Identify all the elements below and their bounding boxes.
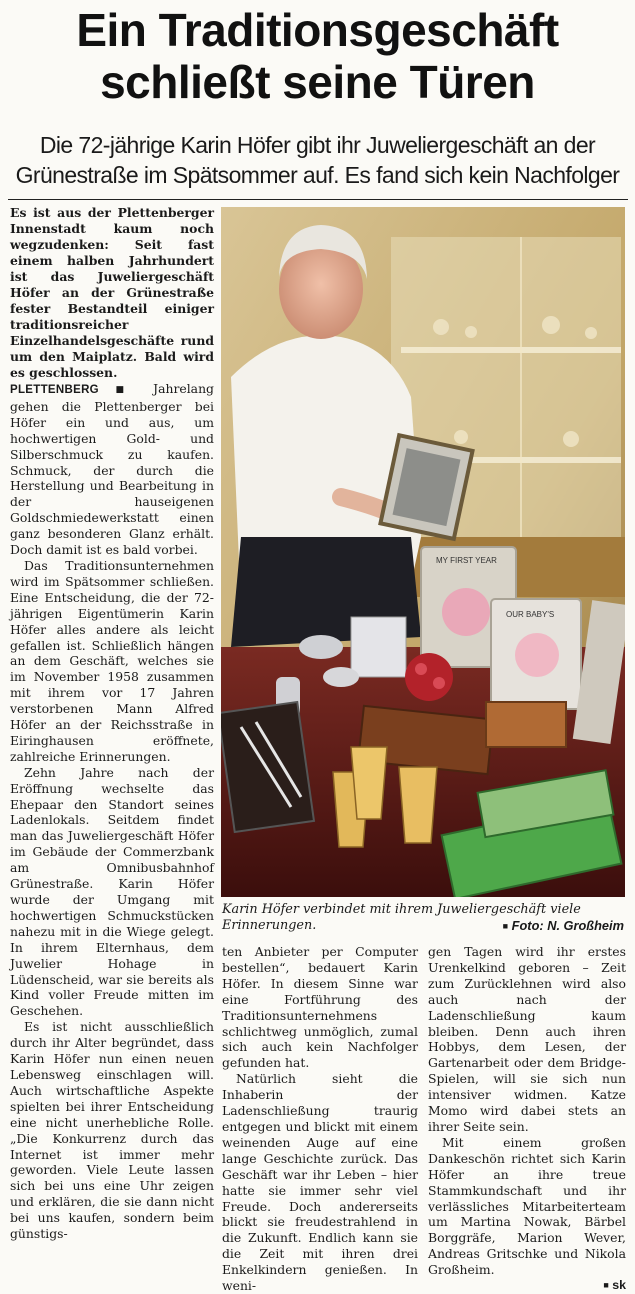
- article-paragraph: PLETTENBERG ■ Jahrelang gehen die Plettenberger bei Höfer ein und aus, um hochwertigen Gold- und Silberschmuck zu kaufen. Schmuck, der durch die Herstellung und Bearbeitung in der hauseigenen Goldschmiedewerkstatt einen ganz besonderen Glanz erhält. Doch damit ist es bald vorbei.: [10, 381, 214, 558]
- article-paragraph: Mit einem großen Dankeschön richtet sich Karin Höfer an ihre treue Stammkundschaft und ihr verlässliches Mitarbeiterteam um Martina Nowak, Bärbel Borggräfe, Marion Wever, Andreas Gritschke und Nikola Großheim.: [428, 1134, 626, 1278]
- jewelry-shop-photo: [221, 207, 625, 897]
- article-photo: [221, 207, 625, 897]
- article-column-middle: [222, 944, 418, 1294]
- subheadline-line-1: Die 72-jährige Karin Höfer gibt ihr Juweliergeschäft an der: [39, 132, 596, 158]
- headline: [0, 4, 635, 108]
- photo-credit: ■ Foto: N. Großheim: [502, 918, 624, 933]
- square-bullet-icon: ■: [115, 385, 137, 395]
- header-rule: [8, 199, 628, 200]
- article-lead: Es ist aus der Plettenberger Innenstadt kaum noch wegzudenken: Seit fast einem halben Jahrhundert ist das Juweliergeschäft Höfer an der Grünestraße fester Bestandteil einiger traditionsreicher Einzelhandelsgeschäfte rund um den Maiplatz. Bald wird es geschlossen.: [10, 205, 214, 380]
- article-paragraph: gen Tagen wird ihr erstes Urenkelkind geboren – Zeit zum Zurücklehnen wird also auch nach der Ladenschließung kaum bleiben. Denn auch ihren Hobbys, dem Lesen, der Gartenarbeit oder dem Bridge-Spielen, will sie sich nun intensiver widmen. Katze Momo wird dabei stets an ihrer Seite sein.: [428, 944, 626, 1134]
- author-signoff: ■ sk: [603, 1278, 626, 1293]
- square-bullet-icon: ■: [603, 1280, 609, 1291]
- subheadline-line-2: Grünestraße im Spätsommer auf. Es fand sich kein Nachfolger: [15, 162, 620, 188]
- dateline: PLETTENBERG: [10, 384, 99, 396]
- square-bullet-icon: ■: [502, 921, 509, 931]
- headline-line-1: Ein Traditionsgeschäft: [76, 4, 559, 56]
- article-paragraph: Es ist nicht ausschließlich durch ihr Alter begründet, dass Karin Höfer nun einen neuen Lebensweg einschlagen will. Auch wirtschaftliche Aspekte spielten bei ihrer Entscheidung eine nicht unerhebliche Rolle. „Die Konkurrenz durch das Internet ist immer mehr geworden. Viele Leute lassen sich bei uns eine Uhr zeigen und erklären, die sie dann nicht bei uns kaufen, sondern beim günstigs-: [10, 1019, 214, 1242]
- article-paragraph: ten Anbieter per Computer bestellen“, bedauert Karin Höfer. In diesem Sinne war eine Fortführung des Traditionsunternehmens schlichtweg unmöglich, zumal sich auch kein Nachfolger gefunden hat.: [222, 944, 418, 1071]
- article-paragraph: Zehn Jahre nach der Eröffnung wechselte das Ehepaar den Standort seines Ladenlokals. Seitdem findet man das Juweliergeschäft Höfer im Gebäude der Commerzbank am Omnibusbahnhof Grünestraße. Karin Höfer wurde der Umgang mit hochwertigen Schmuckstücken nahezu mit in die Wiege gelegt. In ihrem Elternhaus, dem Juwelier Hohage in Lüdenscheid, war sie bereits als Kind voller Freude mitten im Geschehen.: [10, 764, 214, 1019]
- photo-caption: [222, 902, 624, 934]
- article-paragraph: Natürlich sieht die Inhaberin der Ladenschließung traurig entgegen und blickt mit einem weinenden Auge auf eine lange Geschichte zurück. Das Geschäft war ihr Leben – hier hatte sie immer sehr viel Freude. Doch andererseits blickt sie freudestrahlend in die Zukunft. Endlich kann sie die Zeit mit ihren drei Enkelkindern genießen. In weni-: [222, 1071, 418, 1294]
- subheadline: [0, 130, 635, 190]
- article-paragraph: Das Traditionsunternehmen wird im Spätsommer schließen. Eine Entscheidung, die der 72-jährigen Eigentümerin Karin Höfer alles andere als leicht gefallen ist. Schließlich hängen an dem Geschäft, welches sie im November 1958 zusammen mit ihrem vor 17 Jahren verstorbenen Mann Alfred Höfer an der Reichsstraße in Eiringhausen eröffnete, zahlreiche Erinnerungen.: [10, 557, 214, 764]
- caption-text: Karin Höfer verbindet mit ihrem Juweliergeschäft viele Erinnerungen.: [222, 902, 581, 933]
- photo-box-label: OUR BABY'S: [506, 610, 555, 619]
- photo-box-label: MY FIRST YEAR: [436, 556, 497, 565]
- article-column-right: [428, 944, 626, 1294]
- article-column-left: [10, 205, 214, 1242]
- headline-line-2: schließt seine Türen: [100, 56, 535, 108]
